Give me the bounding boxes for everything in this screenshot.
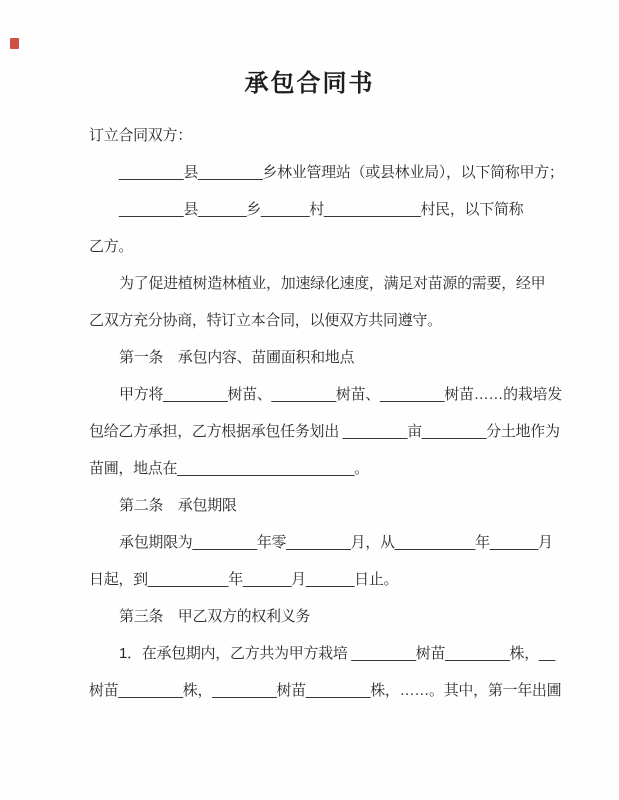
document-title: 承包合同书	[244, 70, 375, 97]
red-stamp-mark	[10, 38, 19, 49]
document-line: ________县______乡______村____________村民，以下简称	[119, 201, 524, 218]
document-line: 日起，到__________年______月______日止。	[89, 571, 399, 588]
document-line: 甲方将________树苗、________树苗、________树苗……的栽培发	[119, 386, 562, 403]
document-line: ________县________乡林业管理站（或县林业局），以下简称甲方；	[119, 164, 564, 181]
document-line: 苗圃，地点在______________________。	[89, 460, 369, 477]
document-line: 第三条 甲乙双方的权利义务	[119, 608, 311, 625]
document-line: 第二条 承包期限	[119, 497, 237, 514]
document-line: 包给乙方承担，乙方根据承包任务划出 ________亩________分土地作为	[89, 423, 560, 440]
document-line: 承包期限为________年零________月，从__________年______月	[119, 534, 553, 551]
document-line: 乙双方充分协商，特订立本合同，以便双方共同遵守。	[89, 312, 442, 329]
document-line: 1．在承包期内，乙方共为甲方栽培 ________树苗________株，__	[119, 645, 555, 662]
document-line: 订立合同双方：	[89, 127, 192, 144]
document-line: 树苗________株，________树苗________株，……。其中，第一年出圃	[89, 682, 562, 699]
document-body	[89, 117, 564, 709]
document-line: 乙方。	[89, 238, 134, 255]
document-line: 为了促进植树造林植业，加速绿化速度，满足对苗源的需要，经甲	[119, 275, 546, 292]
document-line: 第一条 承包内容、苗圃面积和地点	[119, 349, 355, 366]
